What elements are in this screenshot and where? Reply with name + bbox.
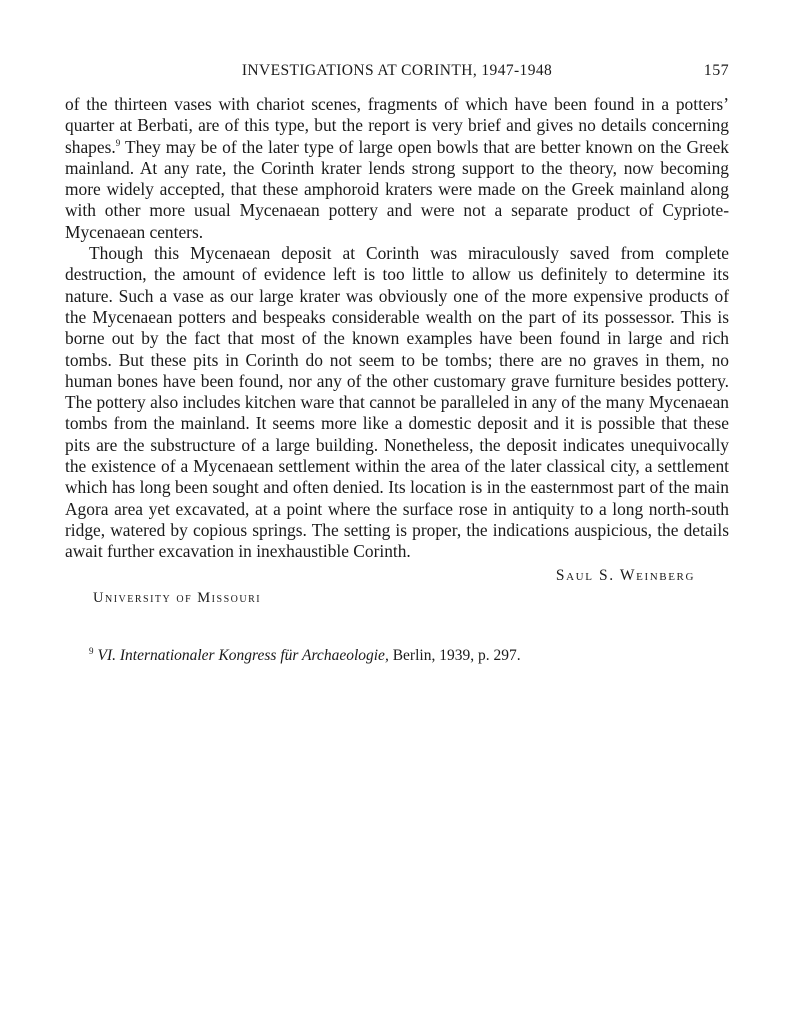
paragraph-continued <box>65 94 729 243</box>
footnote-marker: 9 <box>89 645 94 656</box>
author-affiliation: University of Missouri <box>93 589 262 606</box>
footnote-reference: 9 <box>115 137 121 148</box>
paragraph-main: Though this Mycenaean deposit at Corinth was miraculously saved from complete destruction, the amount of evidence left is too little to allow us definitely to determine its nature. Such a vase as our large krater was obviously one of the more expensive products of the Mycenaean potters and bespeaks considerable wealth on the part of its possessor. This is borne out by the fact that most of the known examples have been found in large and rich tombs. But these pits in Corinth do not seem to be tombs; there are no graves in them, no human bones have been found, nor any of the other customary grave furniture besides pottery. The pottery also includes kitchen ware that cannot be paralleled in any of the many Mycenaean tombs from the mainland. It seems more like a domestic deposit and it is possible that these pits are the substructure of a large building. Nonetheless, the deposit indicates unequivocally the existence of a Mycenaean settlement within the area of the later classical city, a settlement which has long been sought and often denied. Its location is in the easternmost part of the main Agora area yet excavated, at a point where the surface rose in antiquity to a long north-south ridge, watered by copious springs. The setting is proper, the indications auspicious, the details await further excavation in inexhaustible Corinth. <box>65 243 729 562</box>
footnote <box>89 646 729 665</box>
running-title: INVESTIGATIONS AT CORINTH, 1947-1948 <box>241 62 553 79</box>
running-header <box>65 58 729 86</box>
signature-block <box>65 567 729 589</box>
footnote-title: VI. Internationaler Kongress für Archaeologie, <box>97 646 389 664</box>
paragraph-text-after-note: They may be of the later type of large open bowls that are better known on the Greek mainland. At any rate, the Corinth krater lends strong support to the theory, now becoming more widely accepted, that these amphoroid kraters were made on the Greek mainland along with other more usual Mycenaean pottery and were not a separate product of Cypriote-Mycenaean centers. <box>65 136 729 242</box>
author-name: Saul S. Weinberg <box>555 566 695 584</box>
footnote-details: Berlin, 1939, p. 297. <box>388 646 521 664</box>
body-text <box>65 94 729 563</box>
paper-page <box>65 58 729 665</box>
page-number: 157 <box>703 62 729 79</box>
paragraph-text-before-note: of the thirteen vases with chariot scenes, fragments of which have been found in a potters’ quarter at Berbati, are of this type, but the report is very brief and gives no details concerning shapes. <box>65 94 729 157</box>
